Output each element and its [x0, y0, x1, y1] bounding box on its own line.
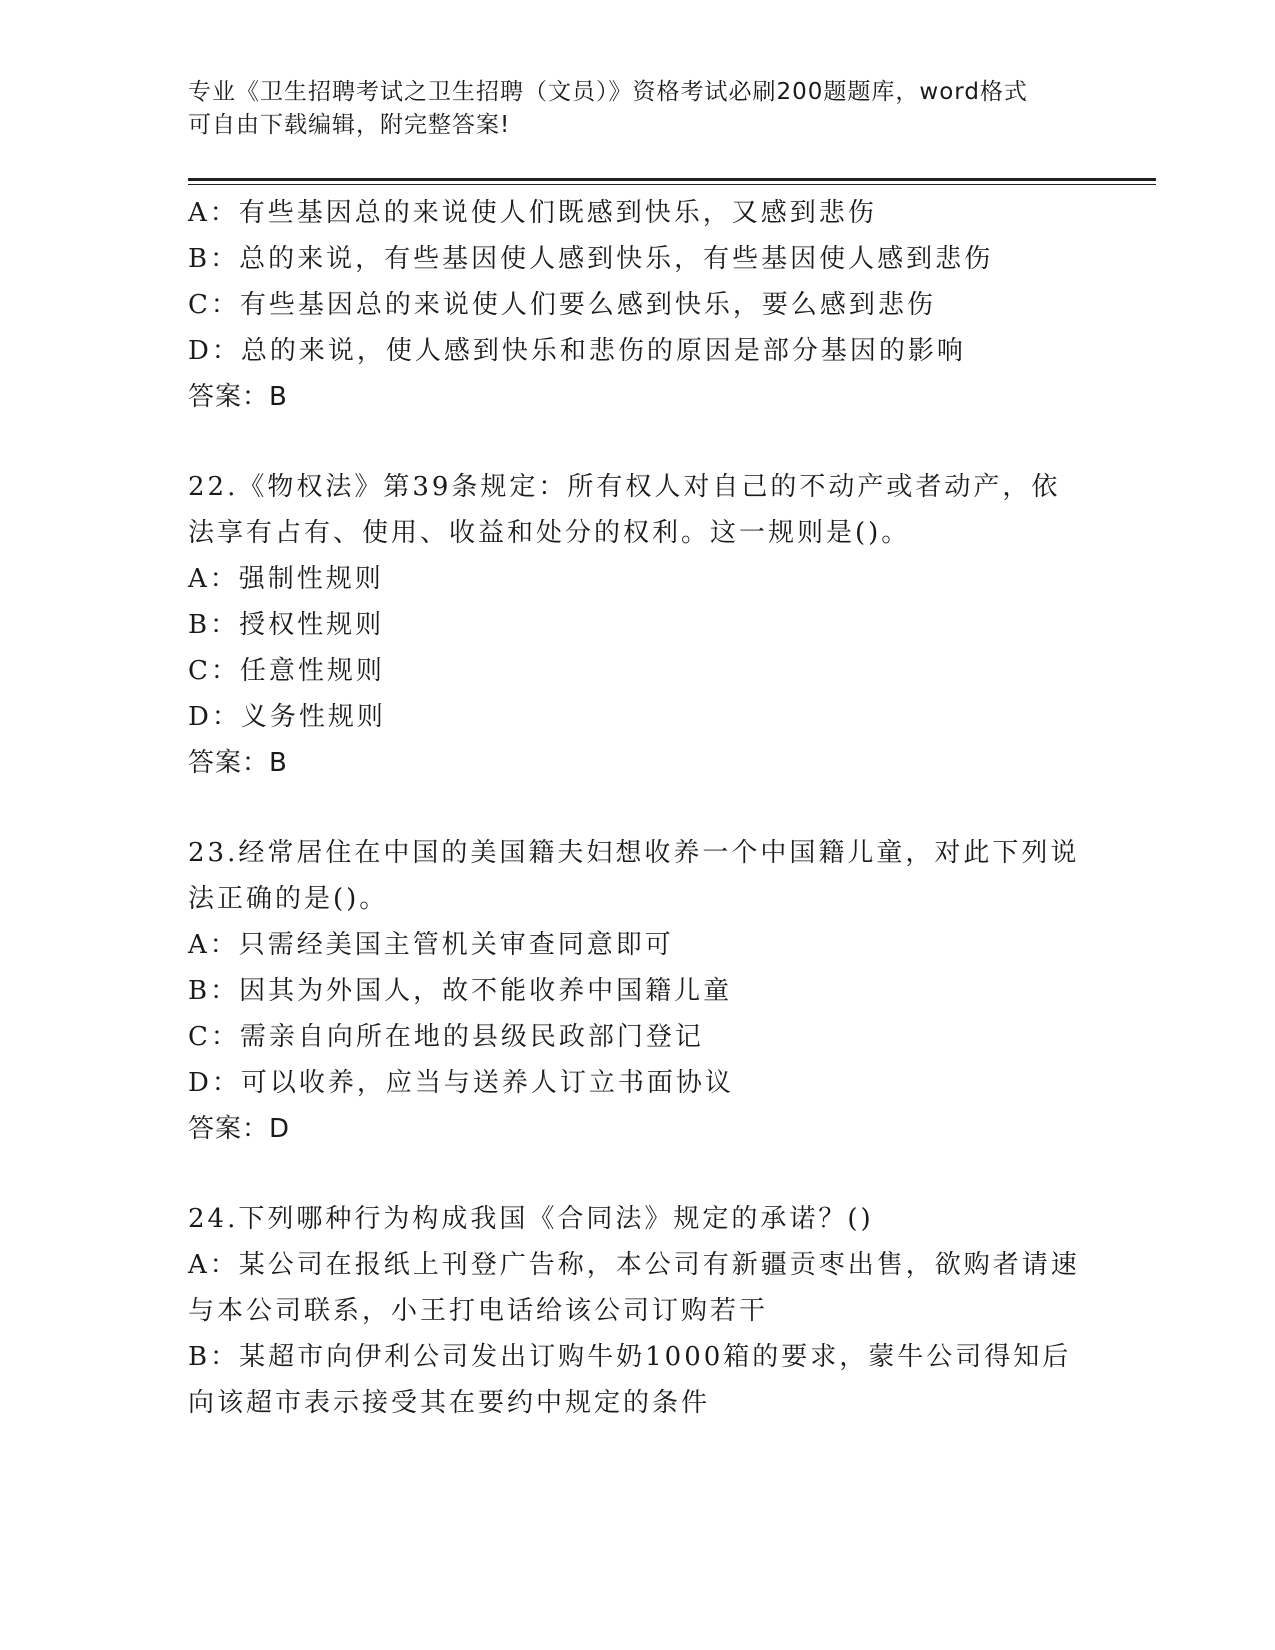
answer-line: 答案：B — [188, 748, 288, 778]
document-header — [188, 76, 1088, 142]
answer-line: 答案：B — [188, 382, 288, 412]
option-c: C：有些基因总的来说使人们要么感到快乐，要么感到悲伤 — [188, 290, 936, 320]
option-b-line: B：某超市向伊利公司发出订购牛奶1000箱的要求，蒙牛公司得知后 — [188, 1342, 1072, 1372]
option-d: D：总的来说，使人感到快乐和悲伤的原因是部分基因的影响 — [188, 336, 966, 366]
option-c: C：任意性规则 — [188, 656, 385, 686]
question-stem-line: 24.下列哪种行为构成我国《合同法》规定的承诺？() — [188, 1204, 874, 1234]
option-d: D：可以收养，应当与送养人订立书面协议 — [188, 1068, 734, 1098]
question-block-23 — [188, 830, 1088, 1152]
option-d: D：义务性规则 — [188, 702, 386, 732]
option-b: B：总的来说，有些基因使人感到快乐，有些基因使人感到悲伤 — [188, 244, 994, 274]
option-a-line: 与本公司联系，小王打电话给该公司订购若干 — [188, 1296, 769, 1326]
option-b: B：因其为外国人，故不能收养中国籍儿童 — [188, 976, 733, 1006]
option-c: C：需亲自向所在地的县级民政部门登记 — [188, 1022, 704, 1052]
question-stem-line: 法享有占有、使用、收益和处分的权利。这一规则是()。 — [188, 518, 911, 548]
question-stem-line: 法正确的是()。 — [188, 884, 389, 914]
header-divider-thick — [188, 178, 1156, 181]
option-a: A：强制性规则 — [188, 564, 384, 594]
option-b-line: 向该超市表示接受其在要约中规定的条件 — [188, 1388, 711, 1418]
question-stem-line: 23.经常居住在中国的美国籍夫妇想收养一个中国籍儿童，对此下列说 — [188, 838, 1080, 868]
question-block-22 — [188, 464, 1088, 786]
option-a-line: A：某公司在报纸上刊登广告称，本公司有新疆贡枣出售，欲购者请速 — [188, 1250, 1080, 1280]
option-a: A：有些基因总的来说使人们既感到快乐，又感到悲伤 — [188, 198, 877, 228]
option-a: A：只需经美国主管机关审查同意即可 — [188, 930, 674, 960]
header-line-2: 可自由下载编辑，附完整答案! — [188, 112, 511, 138]
header-line-1: 专业《卫生招聘考试之卫生招聘（文员）》资格考试必刷200题题库，word格式 — [188, 79, 1028, 105]
header-divider-thin — [188, 184, 1156, 185]
document-body — [188, 190, 1088, 1426]
question-stem-line: 22.《物权法》第39条规定：所有权人对自己的不动产或者动产，依 — [188, 472, 1061, 502]
question-block-24 — [188, 1196, 1088, 1426]
answer-line: 答案：D — [188, 1114, 291, 1144]
question-block-prev — [188, 190, 1088, 420]
option-b: B：授权性规则 — [188, 610, 385, 640]
